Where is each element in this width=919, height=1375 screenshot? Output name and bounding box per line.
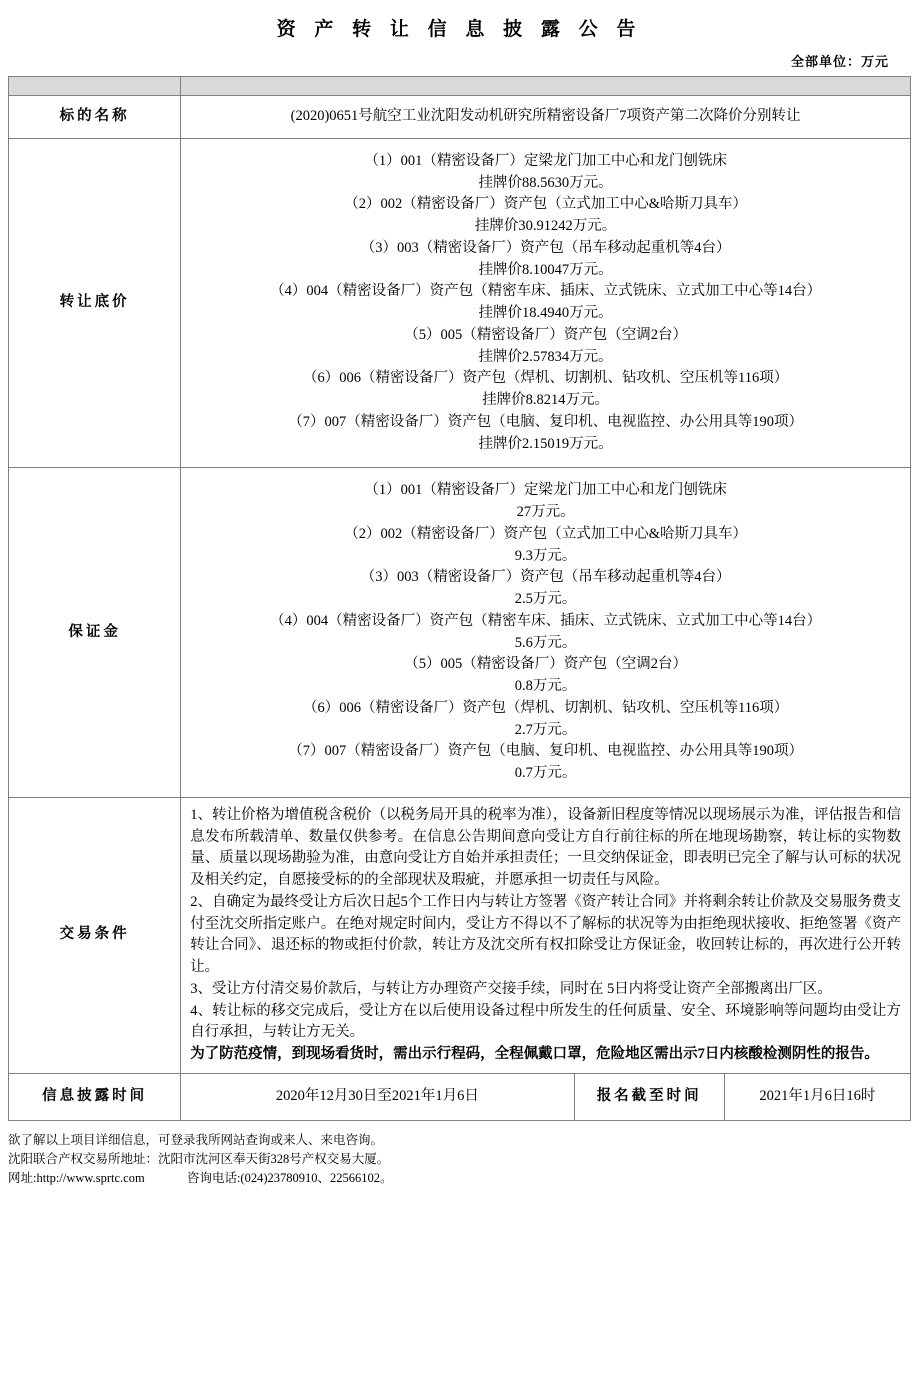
terms-paragraph: 1、转让价格为增值税含税价（以税务局开具的税率为准），设备新旧程度等情况以现场展示为准，评估报告和信息发布所载清单、数量仅供参考。在信息公告期间意向受让方自行前往标的所在地现场勘察，转让标的实物数量、质量以现场勘验为准，由意向受让方自始并承担责任；一旦交纳保证金，即表明已完全了解与认可标的状况及相关约定，自愿接受标的的全部现状及瑕疵，并愿承担一切责任与风险。 (190, 806, 901, 888)
footer-website: 网址:http://www.sprtc.com (8, 1171, 145, 1186)
deposit-line: （3）003（精密设备厂）资产包（吊车移动起重机等4台） (360, 569, 731, 586)
deposit-line: （1）001（精密设备厂）定梁龙门加工中心和龙门刨铣床 (364, 482, 727, 499)
disclosure-time-label: 信息披露时间 (9, 1073, 181, 1120)
deadline-label: 报名截至时间 (574, 1073, 724, 1120)
base-price-value (181, 138, 911, 468)
deposit-line: 0.8万元。 (514, 678, 577, 694)
table-header-strip (9, 77, 911, 96)
terms-epidemic-note: 为了防范疫情，到现场看货时，需出示行程码，全程佩戴口罩，危险地区需出示7日内核酸检测阴性的报告。 (190, 1046, 879, 1062)
deposit-line: （2）002（精密设备厂）资产包（立式加工中心&哈斯刀具车） (344, 525, 747, 542)
base-price-line: 挂牌价18.4940万元。 (478, 305, 613, 321)
unit-note: 全部单位：万元 (790, 54, 889, 69)
subject-name-label: 标的名称 (9, 96, 181, 139)
deposit-value (181, 468, 911, 798)
base-price-label: 转让底价 (9, 138, 181, 468)
terms-label: 交易条件 (9, 797, 181, 1073)
header-strip-right (181, 77, 911, 96)
deposit-line: （4）004（精密设备厂）资产包（精密车床、插床、立式铣床、立式加工中心等14台） (270, 612, 822, 629)
base-price-line: 挂牌价88.5630万元。 (478, 174, 613, 191)
terms-value (181, 797, 911, 1073)
deposit-label: 保证金 (9, 468, 181, 798)
header-strip-left (9, 77, 181, 96)
footer-line-1: 欲了解以上项目详细信息，可登录我所网站查询或来人、来电咨询。 (8, 1132, 384, 1147)
base-price-line: （4）004（精密设备厂）资产包（精密车床、插床、立式铣床、立式加工中心等14台） (270, 283, 822, 300)
terms-paragraph: 2、自确定为最终受让方后次日起5个工作日内与转让方签署《资产转让合同》并将剩余转让价款及交易服务费支付至沈交所指定账户。在绝对规定时间内，受让方不得以不了解标的状况等为由拒绝现状接收、拒绝签署《资产转让合同》、退还标的物或拒付价款，转让方及沈交所有权扣除受让方保证金，收回转让标的，再次进行公开转让。 (190, 893, 901, 975)
deadline-value: 2021年1月6日16时 (724, 1073, 910, 1120)
subject-name-value: (2020)0651号航空工业沈阳发动机研究所精密设备厂7项资产第二次降价分别转让 (181, 96, 911, 139)
base-price-line: （1）001（精密设备厂）定梁龙门加工中心和龙门刨铣床 (364, 152, 727, 169)
base-price-line: 挂牌价8.10047万元。 (478, 261, 613, 278)
table-row-terms (9, 797, 911, 1073)
deposit-line: 5.6万元。 (514, 634, 577, 651)
deposit-line: 9.3万元。 (514, 547, 577, 564)
base-price-line: 挂牌价30.91242万元。 (474, 218, 617, 234)
footer-note (8, 1131, 911, 1189)
deposit-line: 2.7万元。 (514, 721, 577, 738)
table-row-base-price (9, 138, 911, 468)
terms-paragraph: 4、转让标的移交完成后，受让方在以后使用设备过程中所发生的任何质量、安全、环境影响等问题均由受让方自行承担，与转让方无关。 (190, 1002, 901, 1041)
table-row-deposit (9, 468, 911, 798)
base-price-line: 挂牌价2.57834万元。 (478, 348, 613, 365)
page-title: 资 产 转 让 信 息 披 露 公 告 (276, 19, 643, 40)
deposit-line: 2.5万元。 (514, 591, 577, 607)
deposit-line: （6）006（精密设备厂）资产包（焊机、切割机、钻攻机、空压机等116项） (302, 699, 789, 716)
table-row-subject-name (9, 96, 911, 139)
disclosure-time-value: 2020年12月30日至2021年1月6日 (181, 1073, 574, 1120)
base-price-line: （5）005（精密设备厂）资产包（空调2台） (404, 326, 687, 343)
deposit-line: （5）005（精密设备厂）资产包（空调2台） (404, 656, 687, 673)
base-price-line: （6）006（精密设备厂）资产包（焊机、切割机、钻攻机、空压机等116项） (302, 370, 789, 387)
base-price-line: （7）007（精密设备厂）资产包（电脑、复印机、电视监控、办公用具等190项） (288, 413, 803, 430)
base-price-line: 挂牌价2.15019万元。 (478, 435, 613, 452)
table-row-times (9, 1073, 911, 1120)
footer-line-3 (8, 1169, 911, 1188)
deposit-line: 27万元。 (516, 504, 575, 520)
terms-paragraph: 3、受让方付清交易价款后，与转让方办理资产交接手续，同时在 5日内将受让资产全部搬离出厂区。 (190, 980, 832, 997)
deposit-line: 0.7万元。 (514, 765, 577, 781)
base-price-line: 挂牌价8.8214万元。 (482, 392, 610, 408)
disclosure-table (8, 76, 911, 1121)
base-price-line: （3）003（精密设备厂）资产包（吊车移动起重机等4台） (360, 239, 731, 256)
footer-phone: 咨询电话:(024)23780910、22566102。 (186, 1171, 393, 1186)
deposit-line: （7）007（精密设备厂）资产包（电脑、复印机、电视监控、办公用具等190项） (288, 743, 803, 760)
footer-line-2: 沈阳联合产权交易所地址：沈阳市沈河区奉天街328号产权交易大厦。 (8, 1151, 390, 1166)
base-price-line: （2）002（精密设备厂）资产包（立式加工中心&哈斯刀具车） (344, 196, 747, 213)
